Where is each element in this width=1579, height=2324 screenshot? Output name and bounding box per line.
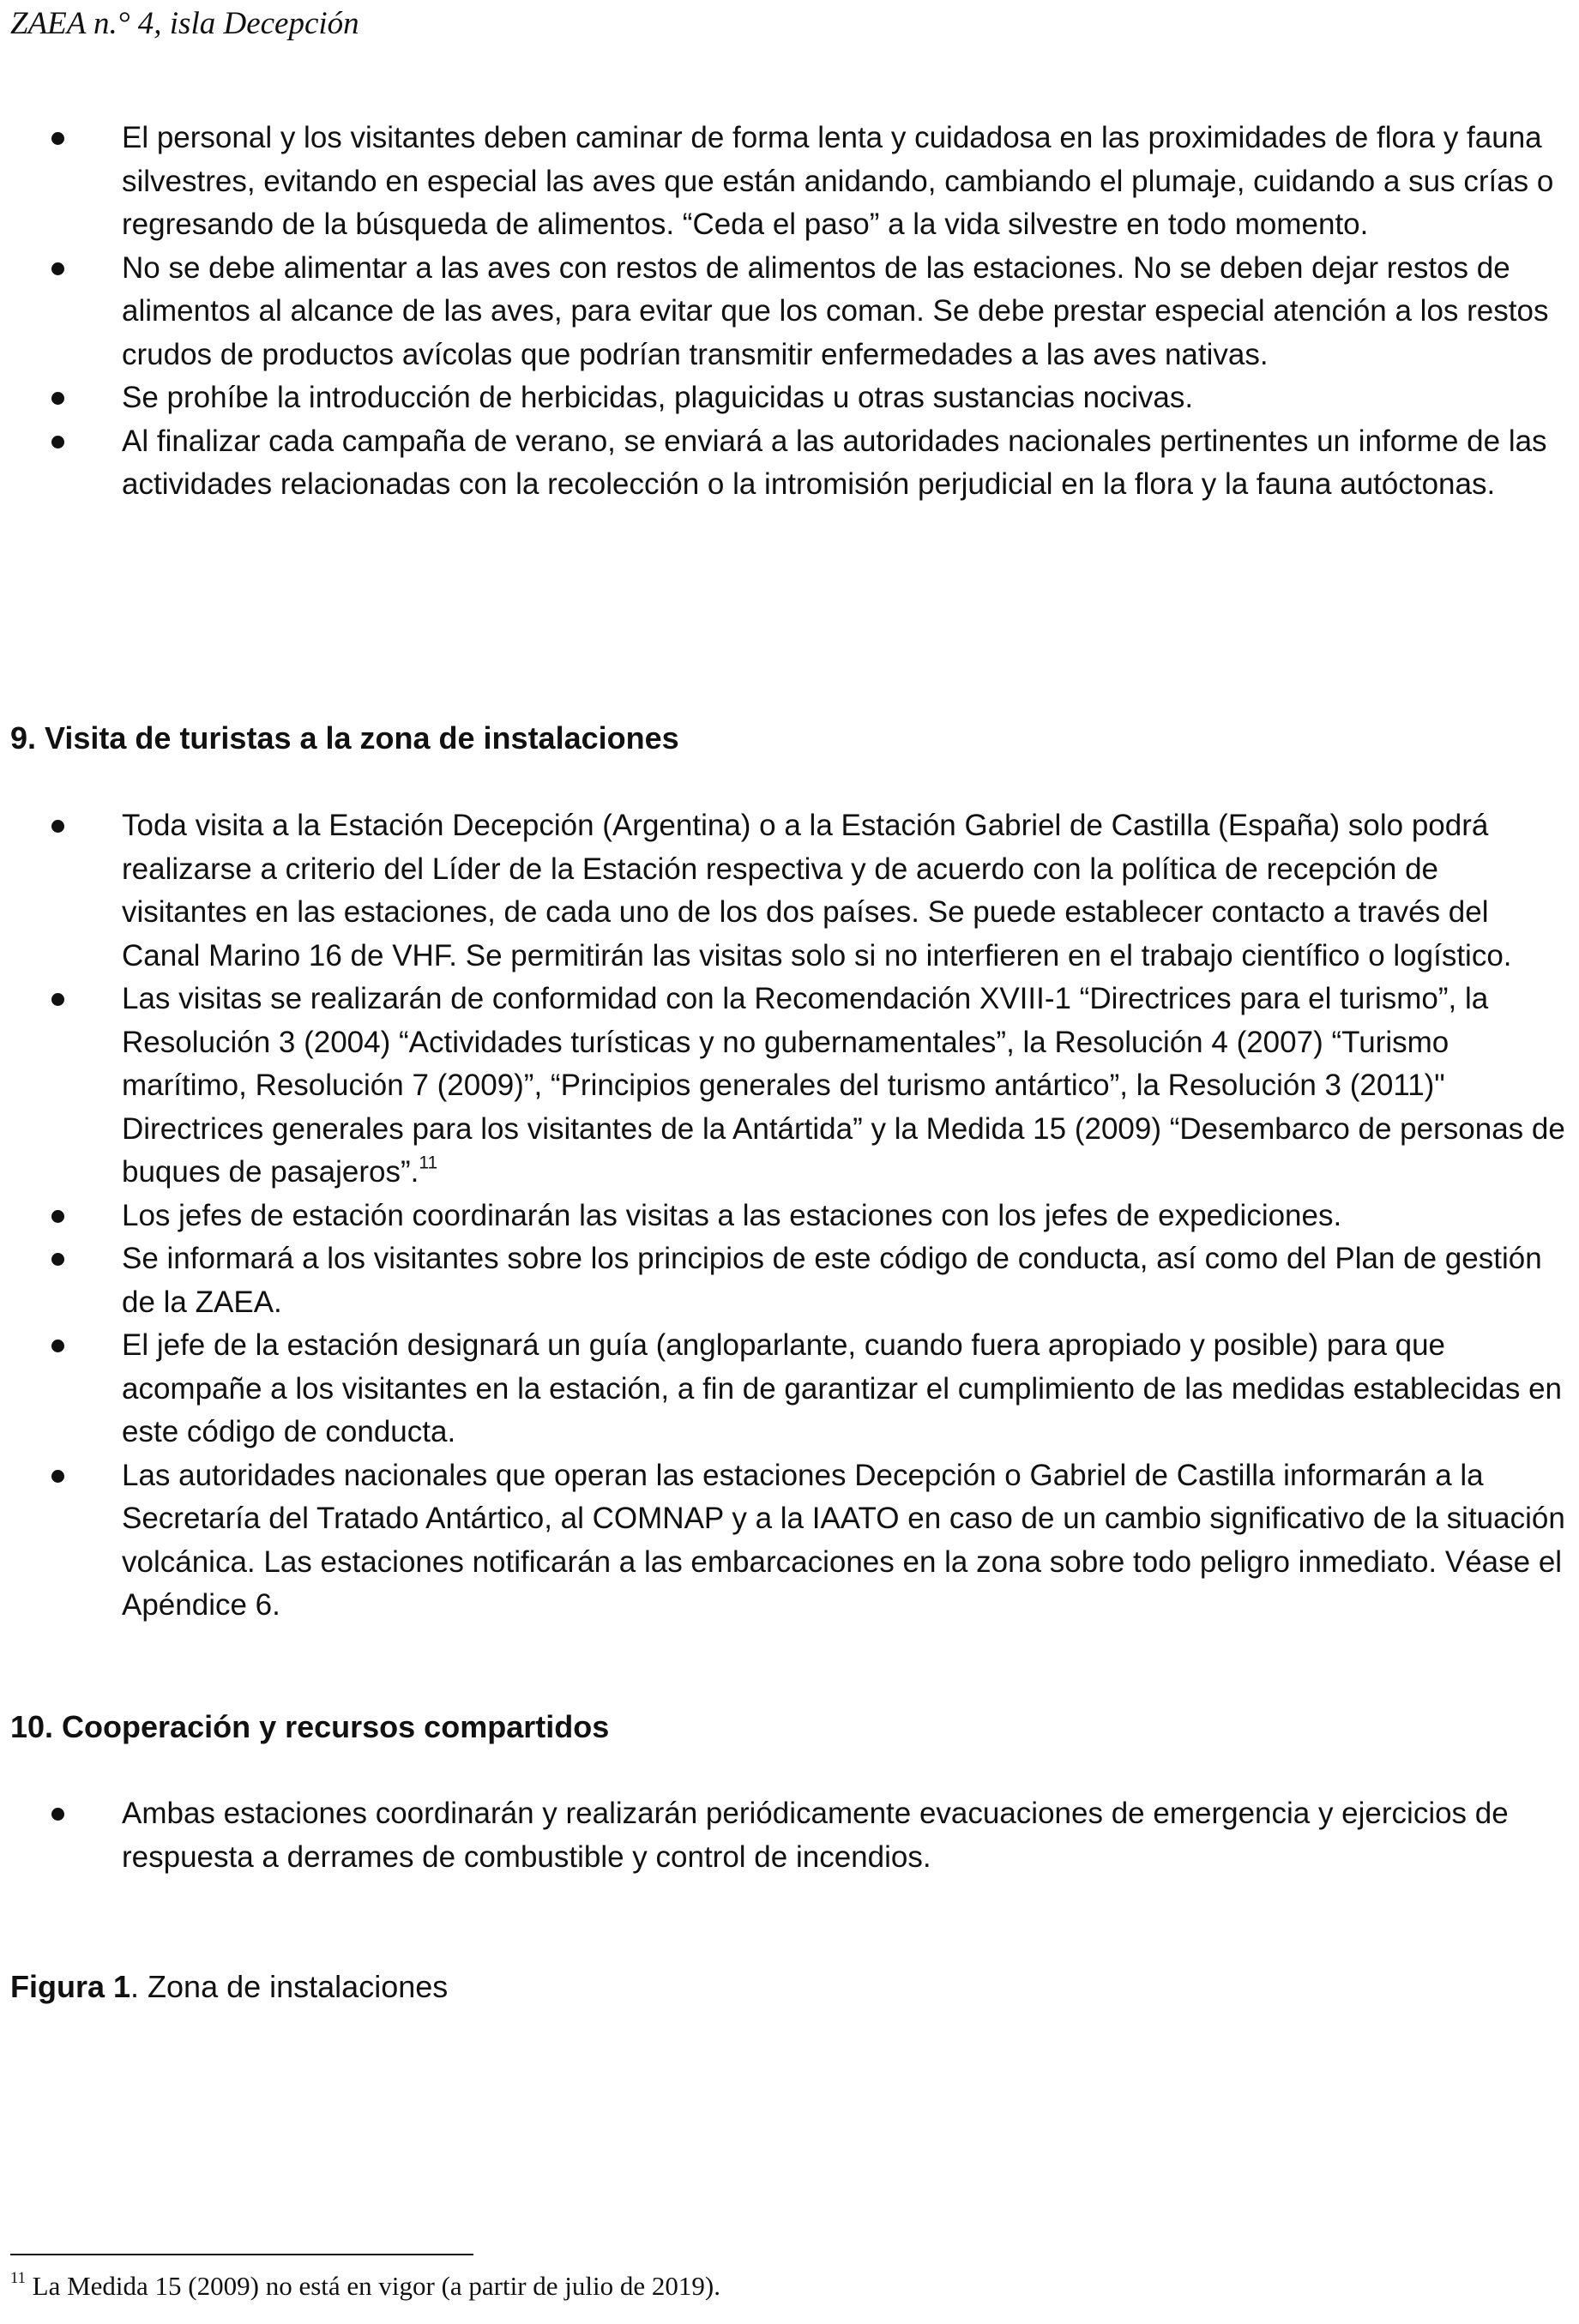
list-item-text: Se prohíbe la introducción de herbicidas, plaguicidas u otras sustancias nocivas.	[122, 381, 1194, 414]
bullet-icon	[51, 1210, 64, 1223]
list-item	[51, 978, 1570, 1195]
bullet-icon	[51, 1253, 64, 1266]
wildlife-rules-list	[51, 117, 1570, 507]
list-item	[51, 1454, 1570, 1628]
figure-caption	[10, 1969, 448, 2005]
section-10-heading: 10. Cooperación y recursos compartidos	[10, 1709, 610, 1744]
list-item	[51, 1792, 1570, 1879]
footnote-reference[interactable]: 11	[419, 1153, 438, 1173]
section-9-heading: 9. Visita de turistas a la zona de instalaciones	[10, 720, 679, 756]
tourist-visits-list	[51, 804, 1570, 1628]
list-item	[51, 1324, 1570, 1454]
list-item	[51, 376, 1570, 420]
list-item-text: El personal y los visitantes deben caminar de forma lenta y cuidadosa en las proximidades de flora y fauna silvestres, evitando en especial las aves que están anidando, cambiando el plumaje, cuidando a sus crías o regresando de la búsqueda de alimentos. “Ceda el paso” a la vida silvestre en todo momento.	[122, 121, 1554, 241]
footnote	[10, 2271, 720, 2302]
bullet-icon	[51, 262, 64, 275]
running-header: ZAEA n.° 4, isla Decepción	[10, 6, 359, 41]
list-item	[51, 117, 1570, 247]
list-item	[51, 420, 1570, 507]
bullet-icon	[51, 1470, 64, 1483]
figure-label: Figura 1	[10, 1969, 131, 2004]
footnote-text: La Medida 15 (2009) no está en vigor (a partir de julio de 2019).	[25, 2271, 720, 2301]
bullet-icon	[51, 1808, 64, 1821]
list-item-text: Ambas estaciones coordinarán y realizarán periódicamente evacuaciones de emergencia y ejercicios de respuesta a derrames de combustible y control de incendios.	[122, 1797, 1509, 1874]
list-item-text: Los jefes de estación coordinarán las visitas a las estaciones con los jefes de expediciones.	[122, 1198, 1342, 1232]
list-item	[51, 1195, 1570, 1238]
list-item-text: Al finalizar cada campaña de verano, se enviará a las autoridades nacionales pertinentes un informe de las actividades relacionadas con la recolección o la intromisión perjudicial en la flora y la fauna autóctonas.	[122, 424, 1547, 501]
list-item-text: Toda visita a la Estación Decepción (Argentina) o a la Estación Gabriel de Castilla (España) solo podrá realizarse a criterio del Líder de la Estación respectiva y de acuerdo con la política de recepción de visitantes en las estaciones, de cada uno de los dos países. Se puede establecer contacto a través del Canal Marino 16 de VHF. Se permitirán las visitas solo si no interfieren en el trabajo científico o logístico.	[122, 809, 1512, 972]
bullet-icon	[51, 820, 64, 833]
footnote-number: 11	[10, 2269, 26, 2288]
list-item-text: No se debe alimentar a las aves con restos de alimentos de las estaciones. No se deben dejar restos de alimentos al alcance de las aves, para evitar que los coman. Se debe prestar especial atención a los restos crudos de productos avícolas que podrían transmitir enfermedades a las aves nativas.	[122, 250, 1549, 371]
footnote-divider	[10, 2254, 473, 2255]
list-item-text: Las visitas se realizarán de conformidad con la Recomendación XVIII-1 “Directrices para el turismo”, la Resolución 3 (2004) “Actividades turísticas y no gubernamentales”, la Resolución 4 (2007) “Turismo marítimo, Resolución 7 (2009)”, “Principios generales del turismo antártico”, la Resolución 3 (2011)" Directrices generales para los visitantes de la Antártida” y la Medida 15 (2009) “Desembarco de personas de buques de pasajeros”.	[122, 982, 1565, 1189]
bullet-icon	[51, 1340, 64, 1352]
list-item-text: Se informará a los visitantes sobre los principios de este código de conducta, así como del Plan de gestión de la ZAEA.	[122, 1242, 1542, 1319]
cooperation-list	[51, 1792, 1570, 1879]
bullet-icon	[51, 132, 64, 145]
list-item	[51, 247, 1570, 377]
list-item	[51, 1237, 1570, 1324]
bullet-icon	[51, 392, 64, 405]
list-item	[51, 804, 1570, 978]
figure-caption-text: . Zona de instalaciones	[130, 1969, 449, 2004]
bullet-icon	[51, 436, 64, 449]
list-item-text: Las autoridades nacionales que operan las estaciones Decepción o Gabriel de Castilla informarán a la Secretaría del Tratado Antártico, al COMNAP y a la IAATO en caso de un cambio significativo de la situación volcánica. Las estaciones notificarán a las embarcaciones en la zona sobre todo peligro inmediato. Véase el Apéndice 6.	[122, 1458, 1565, 1622]
list-item-text: El jefe de la estación designará un guía (angloparlante, cuando fuera apropiado y posible) para que acompañe a los visitantes en la estación, a fin de garantizar el cumplimiento de las medidas establecidas en este código de conducta.	[122, 1328, 1563, 1448]
bullet-icon	[51, 993, 64, 1006]
